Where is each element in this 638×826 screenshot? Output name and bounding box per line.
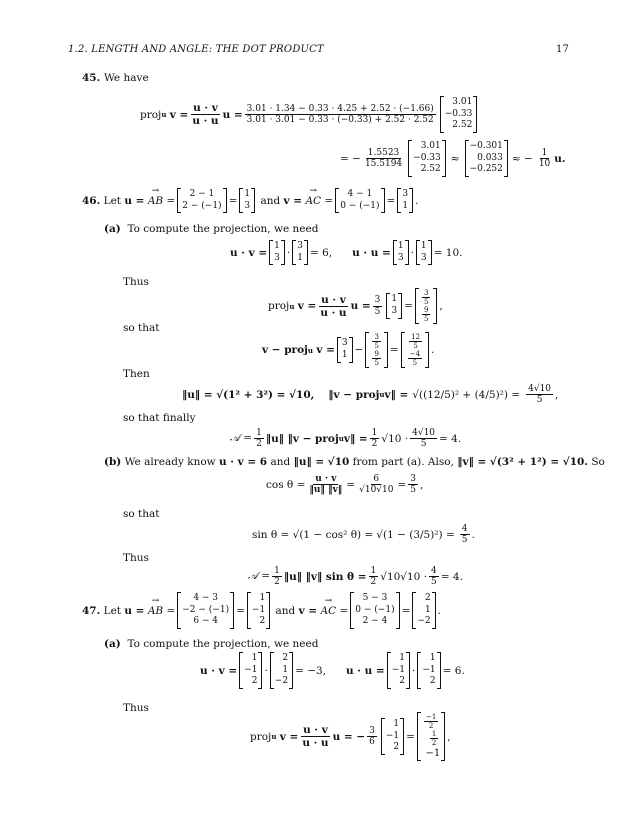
p46-area-2: 𝒜 = $\frac{1}{2}$ ‖u‖ ‖v‖ sin θ = $\frac{1}{2}$ √10√10 · $\frac{4}{5}$ = 4.: [248, 566, 463, 588]
problem-46b: (b) We already know u · v = 6 and ‖u‖ = √10 from part (a). Also, ‖v‖ = √(3² + 1²) = √10. So: [104, 456, 605, 468]
final-fraction: $\frac{1}{10}$: [538, 147, 551, 170]
so-that-text: so that: [123, 322, 160, 334]
running-header: 1.2. LENGTH AND ANGLE: THE DOT PRODUCT: [68, 44, 324, 55]
result-fraction: $\frac{1.5523}{15.5194}$: [364, 147, 403, 170]
let-text: Let: [103, 194, 122, 207]
page-number: 17: [556, 44, 570, 55]
part-a-text: To compute the projection, we need: [127, 223, 319, 235]
proj-v: v =: [169, 108, 189, 121]
p46-projection: proj u v = $\frac{u \cdot v}{u \cdot u}$ u = $\frac{3}{5}$ 1 3 = $\frac{3}{5}$ $\frac{9}{5}$ ,: [268, 289, 443, 324]
ab-result: 1 3: [239, 188, 255, 213]
thus-text: Thus: [123, 276, 149, 288]
p47-dot-products: u · v = 1 −1 2 · 2 1 −2 = −3, u · u = 1 −1 2 · 1 −1 2 = 6.: [200, 652, 465, 689]
vector-ab-47: → AB: [148, 605, 163, 617]
vector-ac-47: → AC: [321, 605, 337, 617]
proj-subscript: u: [161, 110, 167, 120]
vector-45-a: 3.01 −0.33 2.52: [440, 96, 478, 133]
problem-45-intro: We have: [104, 72, 149, 84]
vector-45-b: 3.01 −0.33 2.52: [408, 140, 446, 177]
p46-v-minus-proj: v − proj u v = 3 1 − $\frac{3}{5}$ $\frac{9}{5}$ = $\frac{12}{5}$ $\frac{-4}{5}$ .: [262, 333, 435, 368]
p46-area: 𝒜 = $\frac{1}{2}$ ‖u‖ ‖v − proj u v‖ = $\frac{1}{2}$ √10 · $\frac{4√10}{5}$ = 4.: [230, 428, 462, 450]
p46-norms: ‖u‖ = √(1² + 3²) = √10, ‖v − proj u v‖ = √((12/5)² + (4/5)²) = $\frac{4√10}{5}$ ,: [182, 384, 559, 406]
proj-text: proj: [140, 108, 162, 121]
problem-45-label: 45.: [82, 72, 101, 84]
so-that-text-2: so that: [123, 508, 160, 520]
thus-text-3: Thus: [123, 702, 149, 714]
problem-45-result-line: [340, 140, 566, 177]
v-def: v =: [283, 194, 303, 207]
u-equals: u =: [222, 108, 243, 121]
approx-sign: ≈: [450, 152, 460, 165]
problem-46-label: 46.: [82, 194, 101, 207]
uv-over-uu: $\frac{u \cdot v}{u \cdot u}$: [192, 101, 219, 128]
vector-45-c: −0.301 0.033 −0.252: [465, 140, 508, 177]
p47-projection: proj u v = $\frac{u \cdot v}{u \cdot u}$ u = − $\frac{3}{6}$ 1 −1 2 = $\frac{-1}{2}$ $\frac{1}{2}$ −1 ,: [250, 713, 451, 760]
final-u: u.: [554, 152, 566, 165]
u-def: u =: [124, 194, 145, 207]
p46-dot-products: u · v = 1 3 · 3 1 = 6, u · u = 1 3 · 1 3 = 10.: [230, 240, 462, 265]
vector-ab: → AB: [148, 195, 163, 207]
p46-cos: cos θ = $\frac{u \cdot v}{‖u‖ ‖v‖}$ = $\frac{6}{√10√10}$ = $\frac{3}{5}$ ,: [266, 474, 424, 496]
problem-46-definition: 46. Let u = → AB = 2 − 1 2 − (−1) = 1 3 and v = → AC = 4 − 1 0 − (−1) = 3 1 .: [82, 188, 418, 213]
problem-47a: (a) To compute the projection, we need: [104, 638, 319, 650]
vector-ac: → AC: [305, 195, 321, 207]
then-text: Then: [123, 368, 150, 380]
p46-sin: sin θ = √(1 − cos² θ) = √(1 − (3/5)²) = $\frac{4}{5}$ .: [252, 524, 475, 546]
ac-result: 3 1: [397, 188, 413, 213]
problem-47-definition: 47. Let u = → AB = 4 − 3 −2 − (−1) 6 − 4 = 1 −1 2 and v = → AC = 5 − 3 0 − (−1) 2 − 4 = 2 1 −2 .: [82, 592, 441, 629]
problem-45-projection-line: [140, 96, 479, 133]
problem-47-label: 47.: [82, 604, 101, 617]
ac-components: 4 − 1 0 − (−1): [335, 188, 384, 213]
so-that-finally: so that finally: [123, 412, 196, 424]
and-text: and: [260, 194, 281, 207]
result-equals: = −: [340, 152, 361, 165]
thus-text-2: Thus: [123, 552, 149, 564]
problem-46a: [104, 223, 318, 235]
ab-components: 2 − 1 2 − (−1): [177, 188, 226, 213]
approx-sign-2: ≈ −: [511, 152, 533, 165]
part-a-label: (a): [104, 223, 121, 235]
numeric-fraction: $\frac{3.01 \cdot 1.34 - 0.33 \cdot 4.25 + 2.52 \cdot (-1.66)}{3.01 \cdot 3.01 - 0.33 \cdot (-0.33) + 2.52 \cdot 2.52}$: [246, 103, 434, 126]
